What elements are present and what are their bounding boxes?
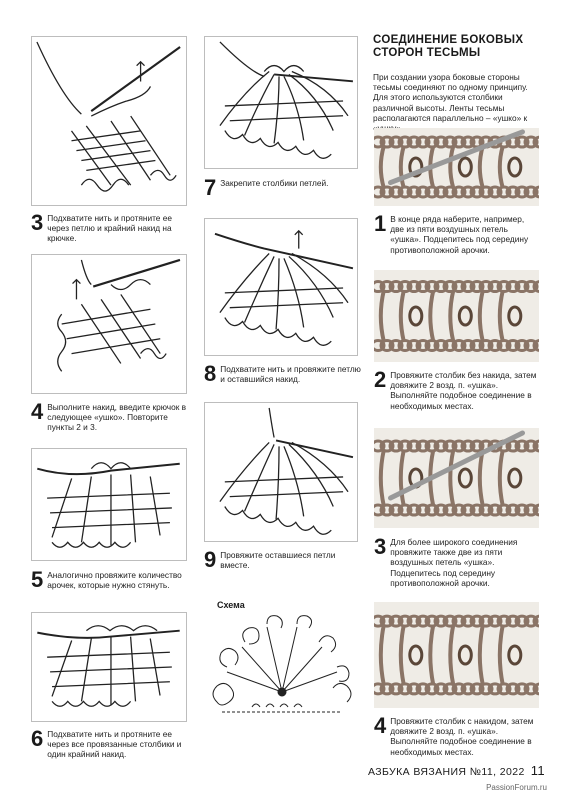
step-text: В конце ряда наберите, например, две из пяти воздушных петель «ушка». Подцепитесь под середину противоположной арочки. (390, 214, 529, 255)
title-line: СТОРОН ТЕСЬМЫ (373, 47, 481, 59)
step-text: Провяжите оставшиеся петли вместе. (220, 550, 336, 571)
page-number: 11 (530, 763, 545, 778)
step-number: 4 (31, 399, 44, 424)
photo-step-2 (374, 270, 539, 362)
schema-label: Схема (217, 600, 245, 610)
figure-step-8 (204, 218, 358, 356)
step-number: 6 (31, 726, 44, 751)
step-right-1 (374, 211, 539, 255)
figure-step-3 (31, 36, 187, 206)
step-left-5 (31, 567, 191, 592)
step-number: 3 (31, 210, 44, 235)
step-text: Подхватите нить и протяните ее через петлю и крайний накид на крючке. (47, 213, 172, 244)
photo-step-3 (374, 428, 539, 528)
step-number: 7 (204, 175, 217, 200)
figure-step-6 (31, 612, 187, 722)
step-number: 2 (374, 367, 387, 392)
step-right-2 (374, 367, 539, 411)
step-right-3 (374, 534, 539, 588)
step-text: Подхватите нить и протяните ее через все провязанные столбики и один крайний накид. (47, 729, 182, 760)
step-text: Для более широкого соединения провяжите также две из пяти воздушных петель «ушка». Подцепитесь под середину противоположной арочки. (390, 537, 518, 588)
step-text: Подхватите нить и провяжите петлю и оставшийся накид. (220, 364, 361, 385)
page-footer (368, 763, 545, 778)
step-number: 8 (204, 361, 217, 386)
magazine-name: АЗБУКА ВЯЗАНИЯ №11, 2022 (367, 766, 525, 778)
photo-step-4 (374, 602, 539, 708)
step-left-3 (31, 210, 191, 244)
figure-step-7 (204, 36, 358, 169)
step-text: Провяжите столбик с накидом, затем довяжите 2 возд. п. «ушка». Выполняйте подобное соединение в необходимых местах. (390, 716, 534, 757)
watermark: PassionForum.ru (486, 783, 547, 792)
step-number: 3 (374, 534, 387, 559)
figure-step-5 (31, 448, 187, 561)
step-text: Закрепите столбики петлей. (220, 178, 329, 188)
step-right-4 (374, 713, 539, 757)
step-left-6 (31, 726, 191, 760)
step-left-4 (31, 399, 191, 433)
step-number: 1 (374, 211, 387, 236)
schema-diagram (207, 612, 357, 732)
step-middle-9 (204, 547, 364, 572)
step-middle-7 (204, 175, 364, 200)
intro-text: При создании узора боковые стороны тесьмы соединяют по одному принципу. Для этого используются столбики различной высоты. Ленты тесьмы располагаются параллельно – «ушко» к (373, 72, 528, 123)
figure-step-4 (31, 254, 187, 394)
title-line: СОЕДИНЕНИЕ БОКОВЫХ (373, 34, 524, 46)
step-text: Выполните накид, введите крючок в следующее «ушко». Повторите пункты 2 и 3. (47, 402, 187, 433)
photo-step-1 (374, 128, 539, 206)
step-number: 5 (31, 567, 44, 592)
step-number: 4 (374, 713, 387, 738)
step-number: 9 (204, 547, 217, 572)
step-middle-8 (204, 361, 364, 386)
figure-step-9 (204, 402, 358, 542)
section-title (373, 34, 563, 60)
step-text: Провяжите столбик без накида, затем довяжите 2 возд. п. «ушка». Выполняйте подобное соединение в необходимых местах. (390, 370, 537, 411)
step-text: Аналогично провяжите количество арочек, которые нужно стянуть. (47, 570, 182, 591)
